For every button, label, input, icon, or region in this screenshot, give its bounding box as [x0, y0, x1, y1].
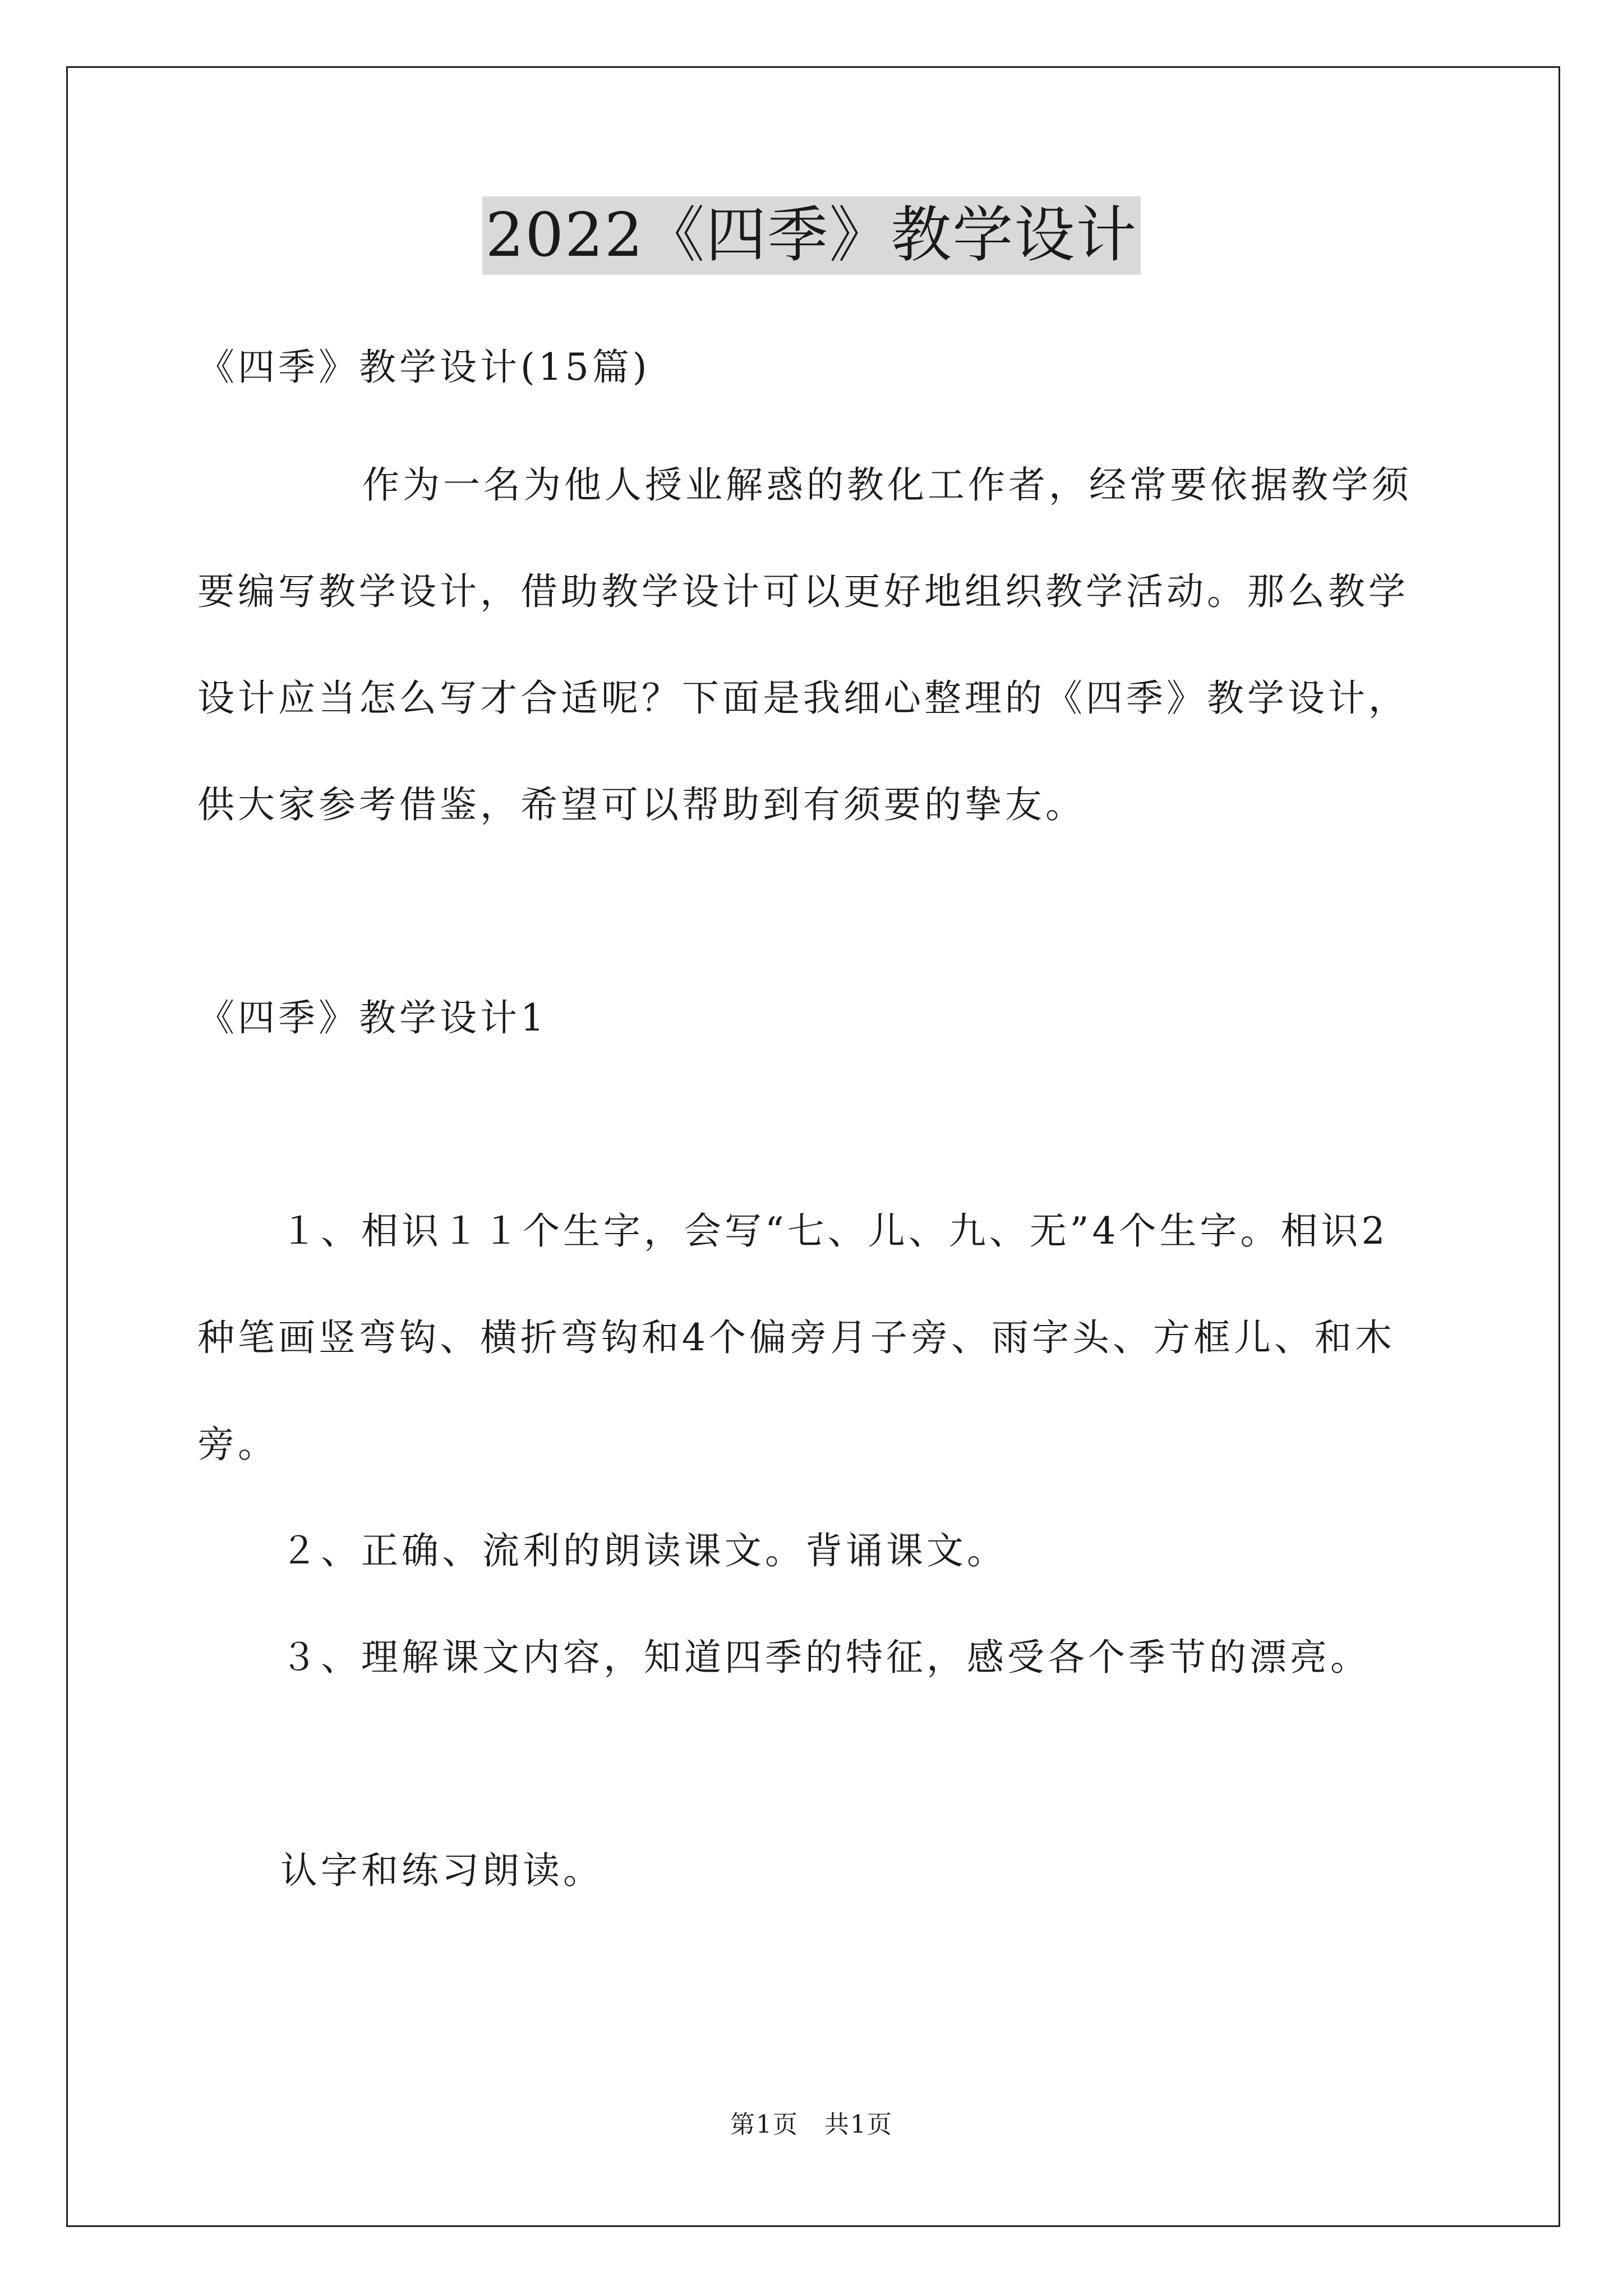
- key-point: 认字和练习朗读。: [280, 1849, 603, 1892]
- intro-line-3: 设计应当怎么写才合适呢？下面是我细心整理的《四季》教学设计，: [197, 677, 1409, 720]
- intro-line-1: 作为一名为他人授业解惑的教化工作者，经常要依据教学须: [362, 463, 1412, 507]
- intro-line-4: 供大家参考借鉴，希望可以帮助到有须要的挚友。: [197, 783, 1086, 826]
- title-container: [0, 196, 1623, 275]
- goal-line-3: 旁。: [197, 1423, 278, 1466]
- document-subtitle: 《四季》教学设计(15篇): [197, 346, 651, 389]
- section-heading: 《四季》教学设计1: [197, 996, 547, 1039]
- document-title: 2022《四季》教学设计: [482, 196, 1141, 275]
- goal-line-2: 种笔画竖弯钩、横折弯钩和4个偏旁月子旁、雨字头、方框儿、和木: [197, 1316, 1395, 1359]
- page-footer: 第1页 共1页: [730, 2110, 893, 2139]
- goal-line-4: ２、正确、流利的朗读课文。背诵课文。: [280, 1529, 1007, 1572]
- intro-line-2: 要编写教学设计，借助教学设计可以更好地组织教学活动。那么教学: [197, 570, 1409, 613]
- goal-line-1: １、相识１１个生字，会写“七、儿、九、无”4个生字。相识2: [280, 1209, 1389, 1253]
- goal-line-5: ３、理解课文内容，知道四季的特征，感受各个季节的漂亮。: [280, 1636, 1371, 1679]
